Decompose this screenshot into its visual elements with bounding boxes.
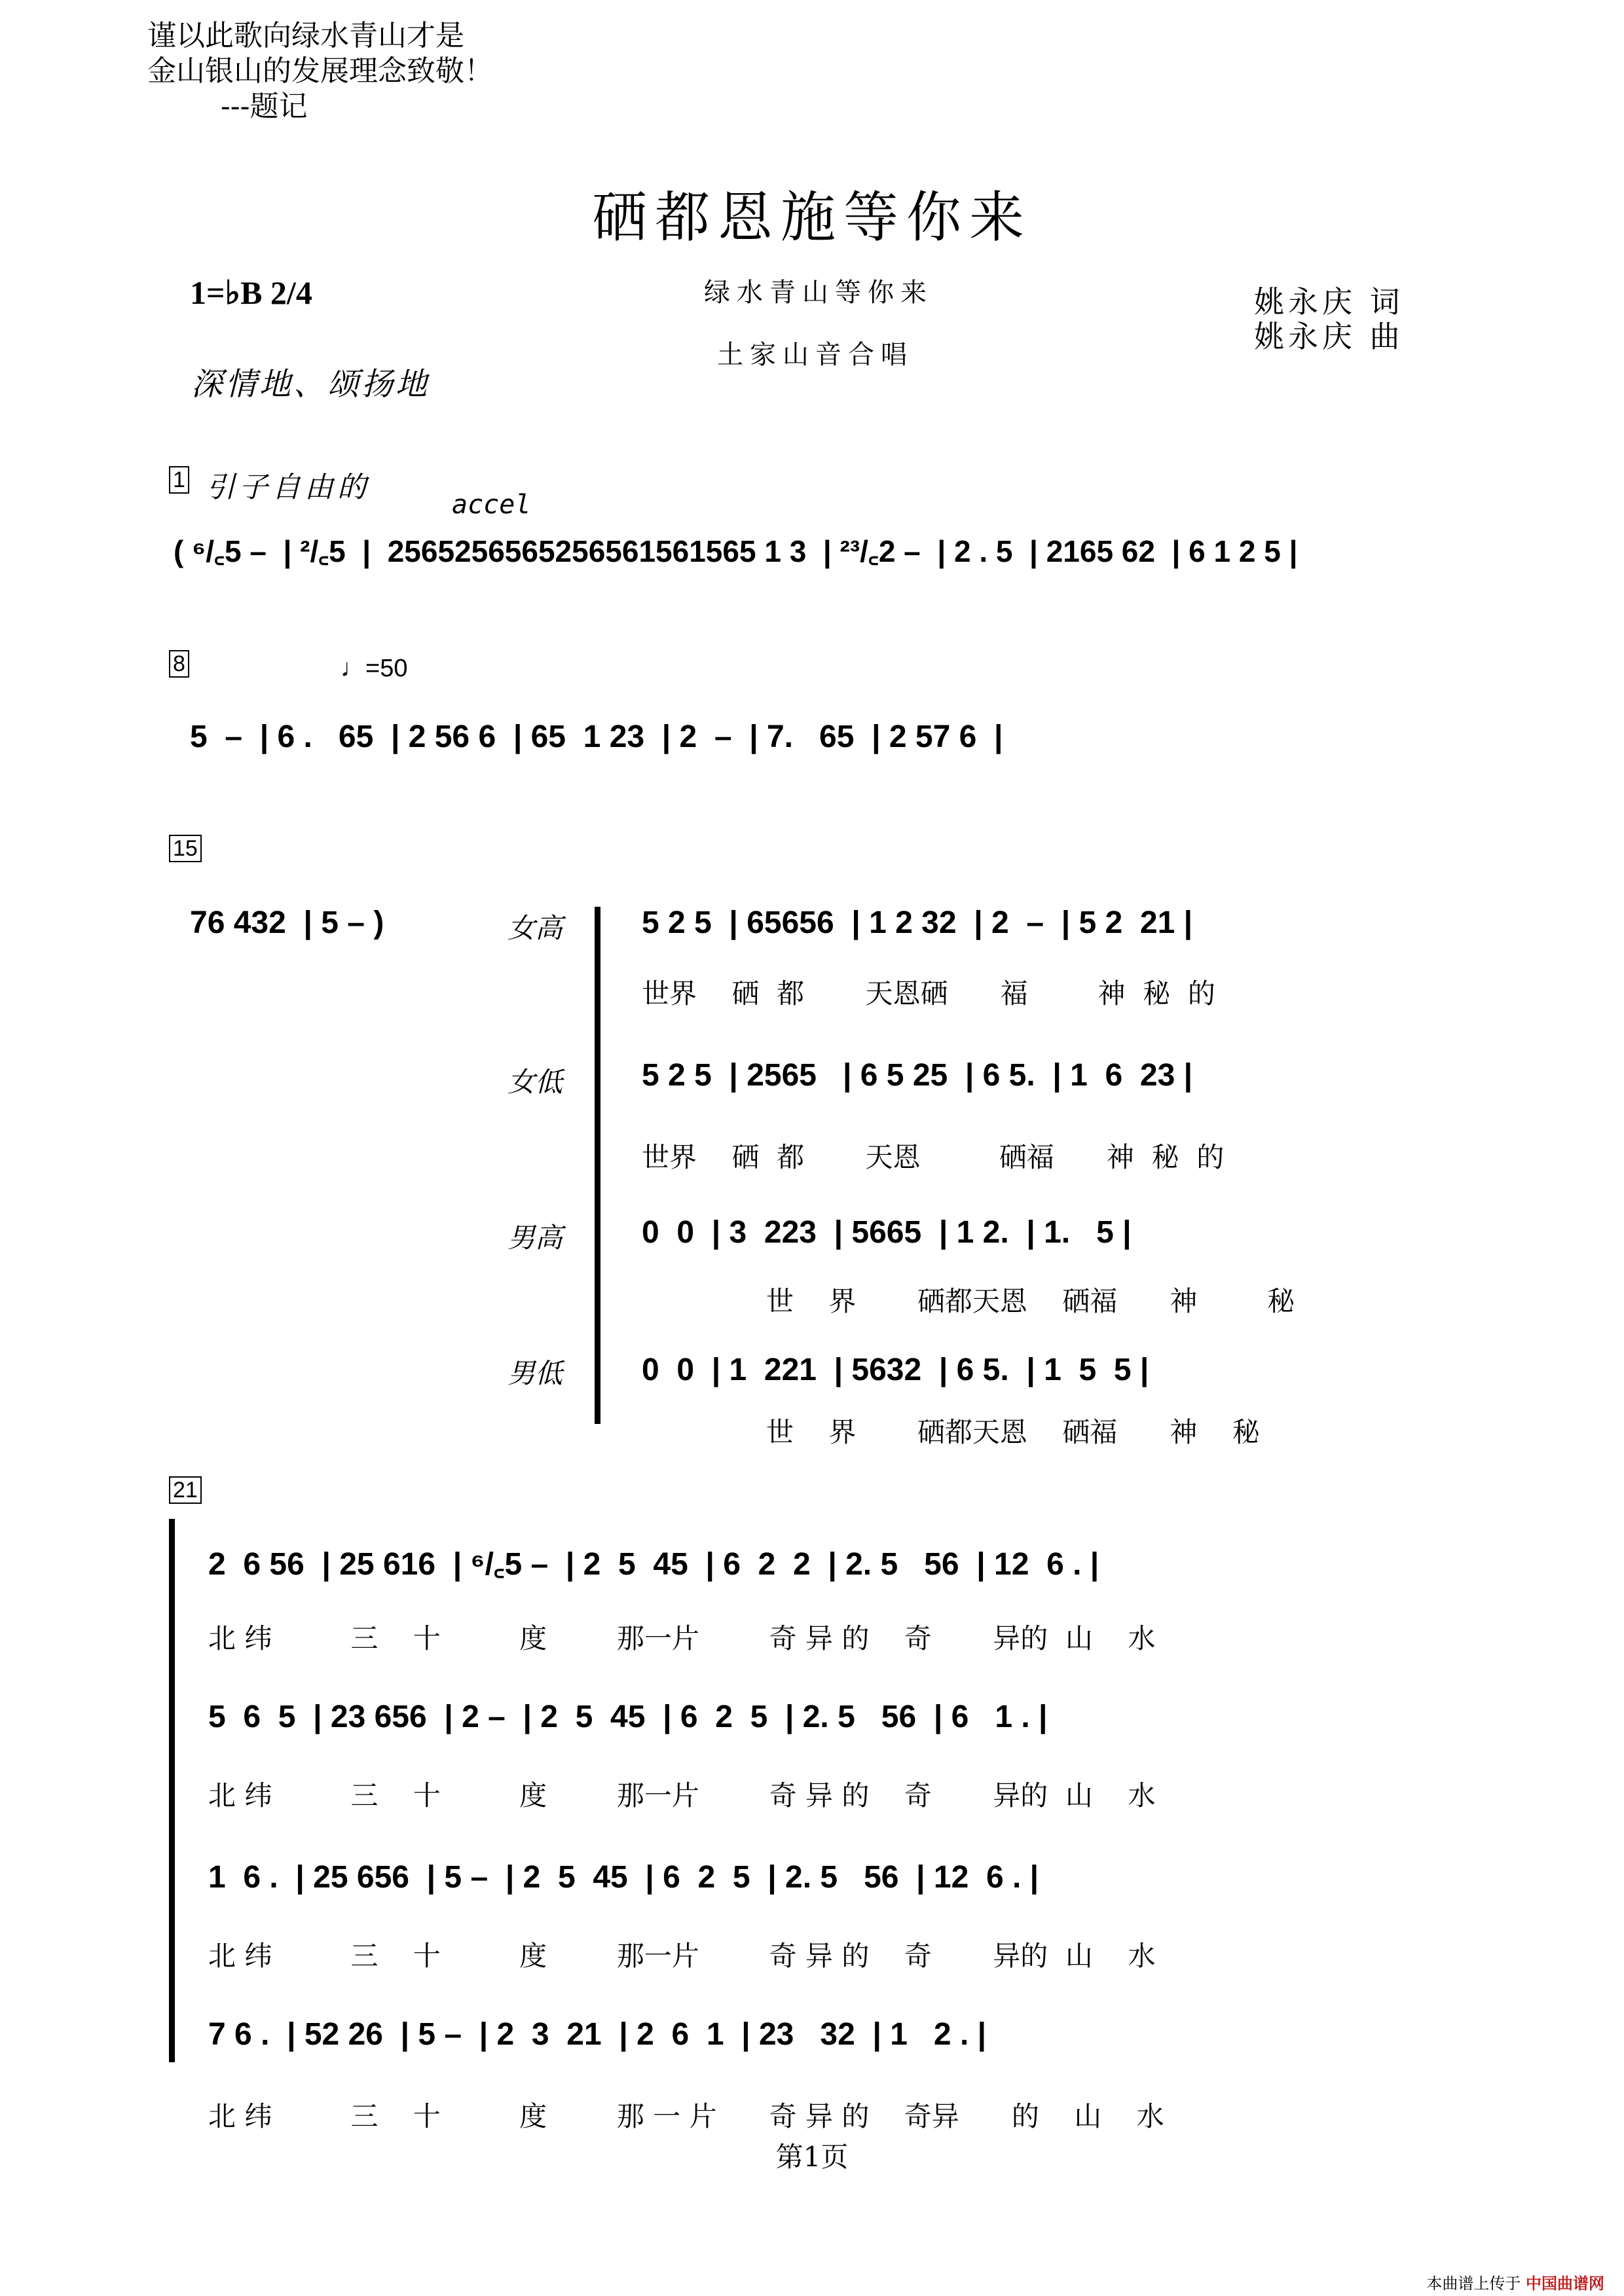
rehearsal-box-8: 8 — [169, 650, 189, 678]
expression-marking: 深情地、颂扬地 — [191, 366, 430, 403]
composer-credit: 姚永庆 曲 — [1254, 319, 1404, 354]
alto-lyric-15: 世界 硒 都 天恩 硒福 神 秘 的 — [642, 1141, 1225, 1173]
system-brace-21 — [169, 1519, 175, 2062]
part-label-alto: 女低 — [507, 1066, 563, 1098]
rehearsal-box-15: 15 — [169, 835, 202, 862]
metronome-mark: ♩=50 — [341, 655, 408, 682]
tenor-lyric-15: 世 界 硒都天恩 硒福 神 秘 — [766, 1285, 1295, 1317]
rehearsal-box-21: 21 — [169, 1476, 202, 1504]
tenor-notes-21: 1 6 . | 25 656 | 5 – | 2 5 45 | 6 2 5 | 2. 5 56 | 12 6 . | — [208, 1860, 1039, 1895]
system-brace — [595, 907, 600, 1424]
part-label-soprano: 女高 — [507, 912, 563, 944]
bass-notes-15: 0 0 | 1 221 | 5632 | 6 5. | 1 5 5 | — [642, 1353, 1149, 1387]
intro-notation-row: ( ⁶/꜀5 – | ²/꜀5 | 2565256565256561561565 1 3 | ²³/꜀2 – | 2 . 5 | 2165 62 | 6 1 2 5 | — [174, 534, 1298, 568]
accel-marking: accel — [452, 490, 531, 520]
song-title: 硒都恩施等你来 — [591, 185, 1032, 249]
soprano-lyric-21: 北 纬 三 十 度 那一片 奇 异 的 奇 异的 山 水 — [208, 1622, 1156, 1654]
notation-row-8: 5 – | 6 . 65 | 2 56 6 | 65 1 23 | 2 – | 7. 65 | 2 57 6 | — [190, 720, 1003, 754]
intro-instruction: 引子自由的 — [206, 471, 370, 504]
bass-lyric-15: 世 界 硒都天恩 硒福 神 秘 — [766, 1416, 1260, 1448]
rehearsal-box-1: 1 — [169, 466, 189, 494]
alto-notes-15: 5 2 5 | 2565 | 6 5 25 | 6 5. | 1 6 23 | — [642, 1058, 1193, 1093]
dedication: 谨以此歌向绿水青山才是 金山银山的发展理念致敬！ ---题记 — [147, 19, 493, 123]
footer-brand-logo: 中国曲谱网 — [1526, 2274, 1604, 2293]
subtitle-line-1: 绿水青山等你来 — [704, 278, 933, 308]
alto-lyric-21: 北 纬 三 十 度 那一片 奇 异 的 奇 异的 山 水 — [208, 1779, 1156, 1812]
soprano-notes-15: 5 2 5 | 65656 | 1 2 32 | 2 – | 5 2 21 | — [642, 905, 1193, 940]
tenor-notes-15: 0 0 | 3 223 | 5665 | 1 2. | 1. 5 | — [642, 1215, 1132, 1250]
part-label-bass: 男低 — [507, 1357, 563, 1389]
page-number: 第1页 — [775, 2141, 849, 2173]
soprano-lyric-15: 世界 硒 都 天恩硒 福 神 秘 的 — [642, 977, 1215, 1010]
key-signature: 1=♭B 2/4 — [190, 274, 312, 311]
bass-lyric-21: 北 纬 三 十 度 那 一 片 奇 异 的 奇异 的 山 水 — [208, 2100, 1164, 2132]
subtitle-line-2: 土家山音合唱 — [717, 340, 913, 370]
part-label-tenor: 男高 — [507, 1222, 563, 1254]
source-footer — [1426, 2270, 1604, 2293]
soprano-notes-21: 2 6 56 | 25 616 | ⁶/꜀5 – | 2 5 45 | 6 2 2 | 2. 5 56 | 12 6 . | — [208, 1547, 1099, 1582]
tenor-lyric-21: 北 纬 三 十 度 那一片 奇 异 的 奇 异的 山 水 — [208, 1940, 1156, 1972]
footer-text: 本曲谱上传于 — [1426, 2274, 1521, 2293]
lyricist-credit: 姚永庆 词 — [1254, 284, 1404, 319]
notation-row-15-intro: 76 432 | 5 – ) — [190, 905, 384, 940]
alto-notes-21: 5 6 5 | 23 656 | 2 – | 2 5 45 | 6 2 5 | 2. 5 56 | 6 1 . | — [208, 1700, 1048, 1734]
bass-notes-21: 7 6 . | 52 26 | 5 – | 2 3 21 | 2 6 1 | 23 32 | 1 2 . | — [208, 2017, 987, 2052]
